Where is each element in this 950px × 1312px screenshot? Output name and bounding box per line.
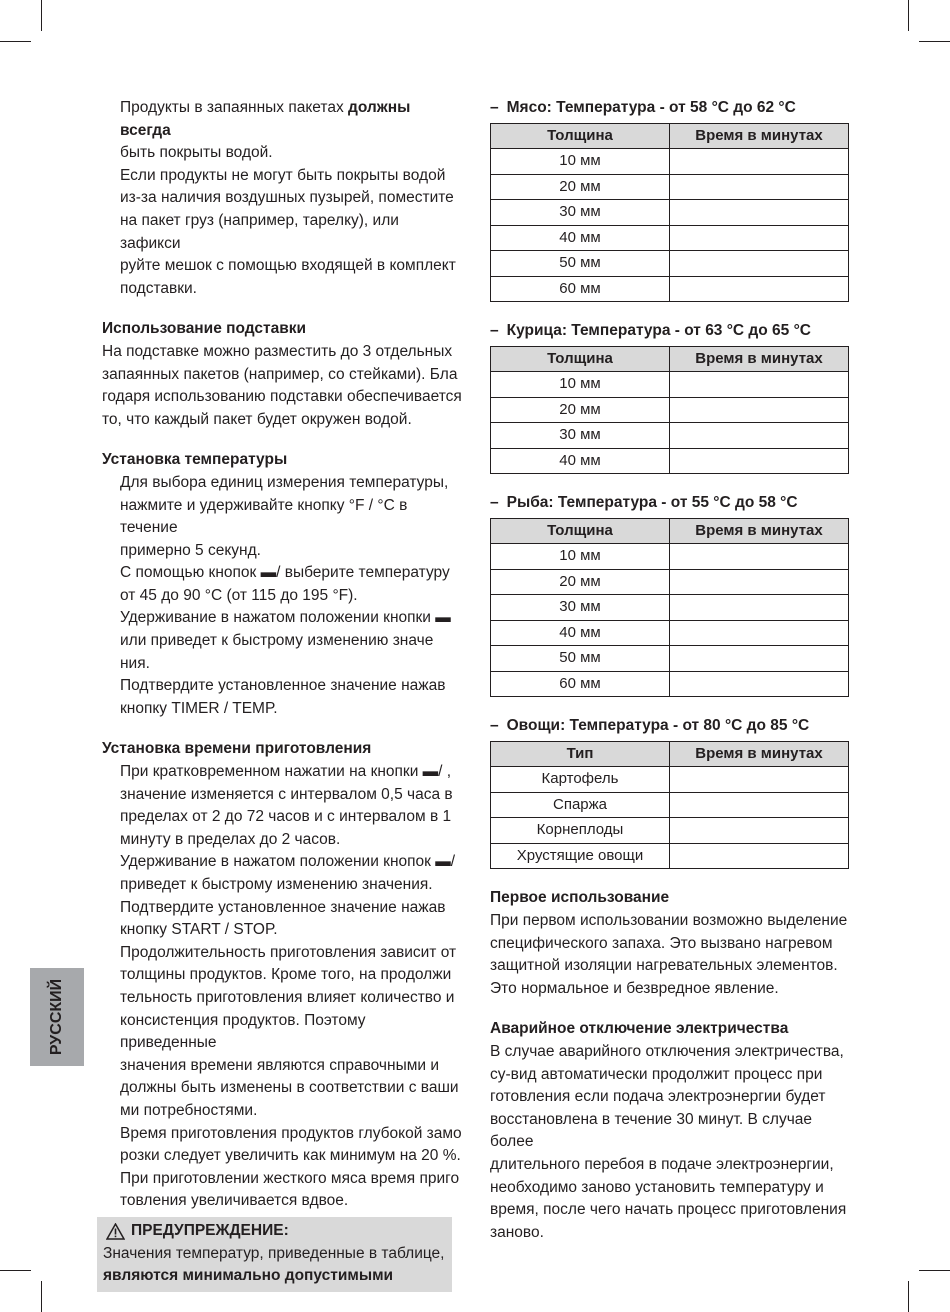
chicken-table-title <box>490 320 850 343</box>
table-cell-empty <box>670 646 849 672</box>
warning-title-row <box>103 1220 446 1243</box>
text-line: Время приготовления продуктов глубокой замо <box>120 1124 462 1142</box>
table-cell: 20 мм <box>491 174 670 200</box>
warning-title: ПРЕДУПРЕЖДЕНИЕ: <box>131 1221 289 1239</box>
text-line: из-за наличия воздушных пузырей, поместите <box>120 189 454 207</box>
table-cell-empty <box>670 397 849 423</box>
table-header-row <box>491 123 849 149</box>
table-header-row <box>491 518 849 544</box>
crop-mark <box>908 0 909 31</box>
crop-mark <box>41 0 42 31</box>
column-header: Толщина <box>491 346 670 372</box>
table-cell: 50 мм <box>491 251 670 277</box>
text-line: минуту в пределах до 2 часов. <box>120 830 341 848</box>
column-header: Время в минутах <box>670 123 849 149</box>
table-cell: 30 мм <box>491 423 670 449</box>
table-row <box>491 200 849 226</box>
table-row <box>491 448 849 474</box>
text-line: должны быть изменены в соответствии с ваши <box>120 1079 459 1097</box>
table-cell-empty <box>670 544 849 570</box>
warning-text: Значения температур, приведенные в таблице, <box>103 1244 445 1262</box>
crop-mark <box>908 1281 909 1312</box>
table-row <box>491 671 849 697</box>
table-cell: 40 мм <box>491 448 670 474</box>
fish-table <box>490 518 849 698</box>
table-row <box>491 149 849 175</box>
crop-mark <box>0 41 31 42</box>
table-cell-empty <box>670 818 849 844</box>
table-cell: 20 мм <box>491 397 670 423</box>
table-row <box>491 620 849 646</box>
table-row <box>491 423 849 449</box>
text-line: При приготовлении жесткого мяса время приго <box>120 1169 460 1187</box>
text-line: Для выбора единиц измерения температуры, <box>120 473 449 491</box>
first-use-heading: Первое использование <box>490 889 670 907</box>
first-use-paragraph <box>490 910 850 1000</box>
text-line: Удерживание в нажатом положении кнопки ▬ <box>120 609 451 627</box>
text-line: восстановлена в течение 30 минут. В случае более <box>490 1110 813 1151</box>
temperature-paragraph <box>102 472 462 721</box>
power-failure-heading: Аварийное отключение электричества <box>490 1020 789 1038</box>
text-line: руйте мешок с помощью входящей в комплект <box>120 257 456 275</box>
table-cell: Корнеплоды <box>491 818 670 844</box>
table-header-row <box>491 346 849 372</box>
column-header: Время в минутах <box>670 741 849 767</box>
text-line: консистенция продуктов. Поэтому приведенные <box>120 1011 366 1052</box>
text-line: Подтвердите установленное значение нажав <box>120 677 446 695</box>
table-row <box>491 174 849 200</box>
text-line: Удерживание в нажатом положении кнопок ▬/ <box>120 853 456 871</box>
text-line: специфического запаха. Это вызвано нагревом <box>490 934 833 952</box>
column-header: Время в минутах <box>670 346 849 372</box>
text-line: Продолжительность приготовления зависит от <box>120 943 457 961</box>
text-line: Это нормальное и безвредное явление. <box>490 979 779 997</box>
text-line: Если продукты не могут быть покрыты водой <box>120 166 446 184</box>
table-row <box>491 276 849 302</box>
text-line: то, что каждый пакет будет окружен водой. <box>102 410 412 428</box>
table-cell: 60 мм <box>491 276 670 302</box>
text-line: Подтвердите установленное значение нажав <box>120 898 446 916</box>
meat-table <box>490 123 849 303</box>
table-cell: Спаржа <box>491 792 670 818</box>
crop-mark <box>919 41 950 42</box>
text-line: подставки. <box>120 279 197 297</box>
language-tab <box>30 968 84 1066</box>
table-cell: 10 мм <box>491 372 670 398</box>
text-line: товления увеличивается вдвое. <box>120 1192 349 1210</box>
table-row <box>491 767 849 793</box>
text-line: С помощью кнопок ▬/ выберите температуру <box>120 564 450 582</box>
bold-text: должны всегда <box>120 99 411 139</box>
text-line: длительного перебоя в подаче электроэнергии, <box>490 1155 834 1173</box>
text-line: При кратковременном нажатии на кнопки ▬/ , <box>120 763 452 781</box>
text-line: защитной изоляции нагревательных элементов. <box>490 957 838 975</box>
table-row <box>491 646 849 672</box>
table-cell: 40 мм <box>491 620 670 646</box>
text-line: ми потребностями. <box>120 1101 258 1119</box>
table-cell: 40 мм <box>491 225 670 251</box>
table-cell-empty <box>670 225 849 251</box>
column-header: Тип <box>491 741 670 767</box>
text-line: розки следует увеличить как минимум на 20 %. <box>120 1147 461 1165</box>
table-cell-empty <box>670 174 849 200</box>
chicken-table <box>490 346 849 475</box>
table-title-text: Рыба: Температура - от 55 °C до 58 °C <box>506 494 798 512</box>
table-row <box>491 251 849 277</box>
table-cell-empty <box>670 620 849 646</box>
vegetables-table <box>490 741 849 870</box>
dash-bullet: – <box>490 322 499 340</box>
table-row <box>491 397 849 423</box>
temperature-heading: Установка температуры <box>102 451 288 469</box>
table-title-text: Мясо: Температура - от 58 °C до 62 °C <box>506 99 796 116</box>
text-line: или приведет к быстрому изменению значе <box>120 632 434 650</box>
table-cell: 20 мм <box>491 569 670 595</box>
table-cell-empty <box>670 149 849 175</box>
text-line: запаянных пакетов (например, со стейками). Бла <box>102 365 458 383</box>
dash-bullet: – <box>490 494 499 512</box>
text-line: кнопку TIMER / TEMP. <box>120 699 278 717</box>
warning-box <box>97 1217 452 1292</box>
text-fragment: Продукты в запаянных пакетах <box>120 99 349 116</box>
crop-mark <box>0 1270 31 1271</box>
text-line: тельность приготовления влияет количество и <box>120 988 455 1006</box>
text-line: су-вид автоматически продолжит процесс при <box>490 1065 823 1083</box>
table-cell: 50 мм <box>491 646 670 672</box>
text-line: значения времени являются справочными и <box>120 1056 439 1074</box>
stand-paragraph <box>102 341 462 431</box>
table-cell: 10 мм <box>491 544 670 570</box>
text-line: заново. <box>490 1223 544 1241</box>
table-cell-empty <box>670 595 849 621</box>
text-line: от 45 до 90 °C (от 115 до 195 °F). <box>120 586 358 604</box>
table-cell: Картофель <box>491 767 670 793</box>
text-line: приведет к быстрому изменению значения. <box>120 876 433 893</box>
text-line <box>120 97 462 142</box>
fish-table-title <box>490 492 850 515</box>
text-line: При первом использовании возможно выделение <box>490 911 848 929</box>
vegetables-table-title <box>490 715 850 738</box>
table-cell: 30 мм <box>491 200 670 226</box>
crop-mark <box>919 1270 950 1271</box>
table-cell-empty <box>670 200 849 226</box>
table-title-text: Овощи: Температура - от 80 °C до 85 °C <box>506 717 810 735</box>
table-cell-empty <box>670 251 849 277</box>
text-line: пределах от 2 до 72 часов и с интервалом в 1 <box>120 808 452 826</box>
text-line: время, после чего начать процесс приготовления <box>490 1201 847 1219</box>
language-tab-label: РУССКИЙ <box>48 978 65 1056</box>
table-cell-empty <box>670 767 849 793</box>
table-row <box>491 544 849 570</box>
dash-bullet: – <box>490 717 499 735</box>
table-row <box>491 372 849 398</box>
text-line: На подставке можно разместить до 3 отдельных <box>102 342 453 360</box>
table-cell: 60 мм <box>491 671 670 697</box>
table-cell-empty <box>670 671 849 697</box>
table-header-row <box>491 741 849 767</box>
text-line: примерно 5 секунд. <box>120 541 261 559</box>
table-cell: 30 мм <box>491 595 670 621</box>
table-title-text: Курица: Температура - от 63 °C до 65 °C <box>506 322 811 340</box>
text-line: годаря использованию подставки обеспечивается <box>102 388 462 406</box>
table-cell-empty <box>670 276 849 302</box>
cooking-time-paragraph <box>102 761 462 1213</box>
table-cell-empty <box>670 372 849 398</box>
power-failure-paragraph <box>490 1041 850 1244</box>
table-cell-empty <box>670 448 849 474</box>
text-line: значение изменяется с интервалом 0,5 часа в <box>120 785 453 803</box>
table-row <box>491 818 849 844</box>
warning-triangle-icon <box>106 1223 125 1240</box>
table-cell-empty <box>670 843 849 869</box>
stand-heading: Использование подставки <box>102 320 307 338</box>
column-header: Время в минутах <box>670 518 849 544</box>
table-cell-empty <box>670 423 849 449</box>
text-line: кнопку START / STOP. <box>120 921 278 939</box>
table-cell: 10 мм <box>491 149 670 175</box>
table-row <box>491 569 849 595</box>
column-header: Толщина <box>491 123 670 149</box>
text-line: ния. <box>120 654 150 672</box>
text-line: В случае аварийного отключения электричества, <box>490 1042 844 1060</box>
table-row <box>491 595 849 621</box>
warning-text-bold: являются минимально допустимыми <box>103 1267 394 1285</box>
table-row <box>491 843 849 869</box>
meat-table-title <box>490 97 850 120</box>
column-header: Толщина <box>491 518 670 544</box>
table-cell: Хрустящие овощи <box>491 843 670 869</box>
left-column <box>102 97 462 1292</box>
text-line: быть покрыты водой. <box>120 144 273 162</box>
text-line: толщины продуктов. Кроме того, на продолжи <box>120 966 452 984</box>
text-line: нажмите и удерживайте кнопку °F / °C в течение <box>120 496 408 537</box>
table-row <box>491 225 849 251</box>
text-line: готовления если подача электроэнергии будет <box>490 1088 826 1106</box>
table-row <box>491 792 849 818</box>
crop-mark <box>41 1281 42 1312</box>
dash-bullet: – <box>490 99 499 116</box>
table-cell-empty <box>670 569 849 595</box>
cooking-time-heading: Установка времени приготовления <box>102 740 372 758</box>
right-column <box>490 97 850 1244</box>
text-line: на пакет груз (например, тарелку), или зафикси <box>120 211 399 252</box>
table-cell-empty <box>670 792 849 818</box>
intro-paragraph <box>102 97 462 300</box>
text-line: необходимо заново установить температуру и <box>490 1178 824 1196</box>
